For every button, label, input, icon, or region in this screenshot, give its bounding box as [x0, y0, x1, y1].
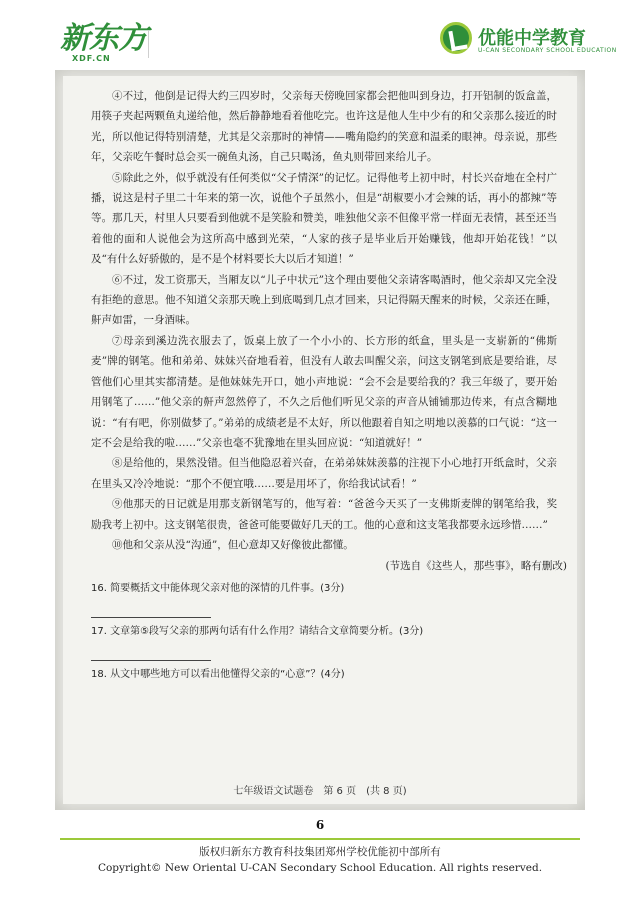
scanned-page — [55, 70, 585, 810]
article-source: (节选自《这些人，那些事》，略有删改) — [385, 560, 567, 573]
answer-line — [91, 642, 211, 661]
copyright-en: Copyright© New Oriental U-CAN Secondary School Education. All rights reserved. — [97, 862, 543, 874]
ucan-logo — [440, 22, 617, 60]
paragraph-6: ⑥不过，发工资那天，当厢友以“儿子中状元”这个理由要他父亲请客喝酒时，他父亲却又完全没有拒绝的意思。他不知道父亲那天晚上到底喝到几点才回来，只记得隔天醒来的时候，父亲还在睡，鼾声如雷，一身酒味。 — [91, 273, 557, 327]
paragraph-8: ⑧是给他的，果然没错。但当他隐忍着兴奋，在弟弟妹妹羡慕的注视下小心地打开纸盒时，父亲在里头又冷冷地说：“那个不便宜哦……要是用坏了，你给我试试看！” — [91, 457, 557, 490]
paragraph-5: ⑤除此之外，似乎就没有任何类似“父子情深”的记忆。记得他考上初中时，村长兴奋地在全村广播，说这是村子里二十年来的第一次，说他个子虽然小，但是“胡椒要小才会辣的话，再小的都辣”等等。那几天，村里人只要看到他就不是笑脸和赞美，唯独他父亲不但像平常一样面无表情，甚至还当着他的面和人说他会为这所高中感到光荣，“人家的孩子是毕业后开始赚钱，他却开始花钱！”以及“有什么好骄傲的，是不是个材料要长大以后才知道！” — [91, 171, 557, 266]
question-17: 17. 文章第⑤段写父亲的那两句话有什么作用？请结合文章简要分析。(3分) — [91, 625, 424, 637]
page-header — [0, 0, 640, 62]
paragraph-10: ⑩他和父亲从没“沟通”，但心意却又好像彼此都懂。 — [112, 538, 354, 551]
questions — [91, 579, 557, 685]
ucan-seal-icon — [440, 22, 472, 54]
ucan-logo-name: 优能中学教育 — [478, 28, 586, 49]
xdf-logo — [60, 21, 147, 63]
answer-line — [91, 599, 211, 618]
page-number: 6 — [315, 818, 325, 832]
ucan-logo-en: U-CAN SECONDARY SCHOOL EDUCATION — [478, 47, 617, 54]
paragraph-4: ④不过，他倒是记得大约三四岁时，父亲每天傍晚回家都会把他叫到身边，打开铝制的饭盒盖，用筷子夹起两颗鱼丸递给他，然后静静地看着他吃完。也许这是他人生中少有的和父亲那么接近的时光，所以他记得特别清楚，尤其是父亲那时的神情——嘴角隐约的笑意和温柔的眼神。母亲说，那些年，父亲吃午餐时总会买一碗鱼丸汤，自己只喝汤，鱼丸则带回来给儿子。 — [91, 90, 557, 164]
logo-divider — [148, 30, 149, 58]
question-18: 18. 从文中哪些地方可以看出他懂得父亲的“心意”？(4分) — [91, 668, 345, 680]
question-16: 16. 简要概括文中能体现父亲对他的深情的几件事。(3分) — [91, 582, 345, 594]
exam-page-footer: 七年级语文试题卷 第 6 页 (共 8 页) — [233, 786, 407, 797]
xdf-logo-brand: 新东方 — [60, 21, 147, 56]
paragraph-9: ⑨他那天的日记就是用那支新钢笔写的，他写着：“爸爸今天买了一支佛斯麦牌的钢笔给我，奖励我考上初中。这支钢笔很贵，爸爸可能要做好几天的工。他的心意和这支笔我都要永远珍惜……” — [91, 498, 557, 531]
footer-rule — [60, 838, 580, 840]
xdf-logo-sub: XDF.CN — [72, 54, 111, 63]
exam-paper — [63, 76, 577, 804]
paragraph-7: ⑦母亲到溪边洗衣服去了，饭桌上放了一个小小的、长方形的纸盒，里头是一支崭新的“佛斯麦”牌的钢笔。他和弟弟、妹妹兴奋地看着，但没有人敢去叫醒父亲，问这支钢笔到底是要给谁，尽管他们心里其实都清楚。是他妹妹先开口，她小声地说：“会不会是要给我的？我三年级了，要开始用钢笔了……”他父亲的鼾声忽然停了，不久之后他们听见父亲的声音从铺铺那边传来，有点含糊地说：“有有吧，你别做梦了。”弟弟的成绩老是不太好，所以他跟着自知之明地以羡慕的口气说：“这一定不会是给我的啦……”父亲也毫不犹豫地在里头回应说：“知道就好！” — [91, 334, 557, 449]
article-body — [91, 86, 567, 685]
copyright-cn: 版权归新东方教育科技集团郑州学校优能初中部所有 — [199, 846, 441, 858]
